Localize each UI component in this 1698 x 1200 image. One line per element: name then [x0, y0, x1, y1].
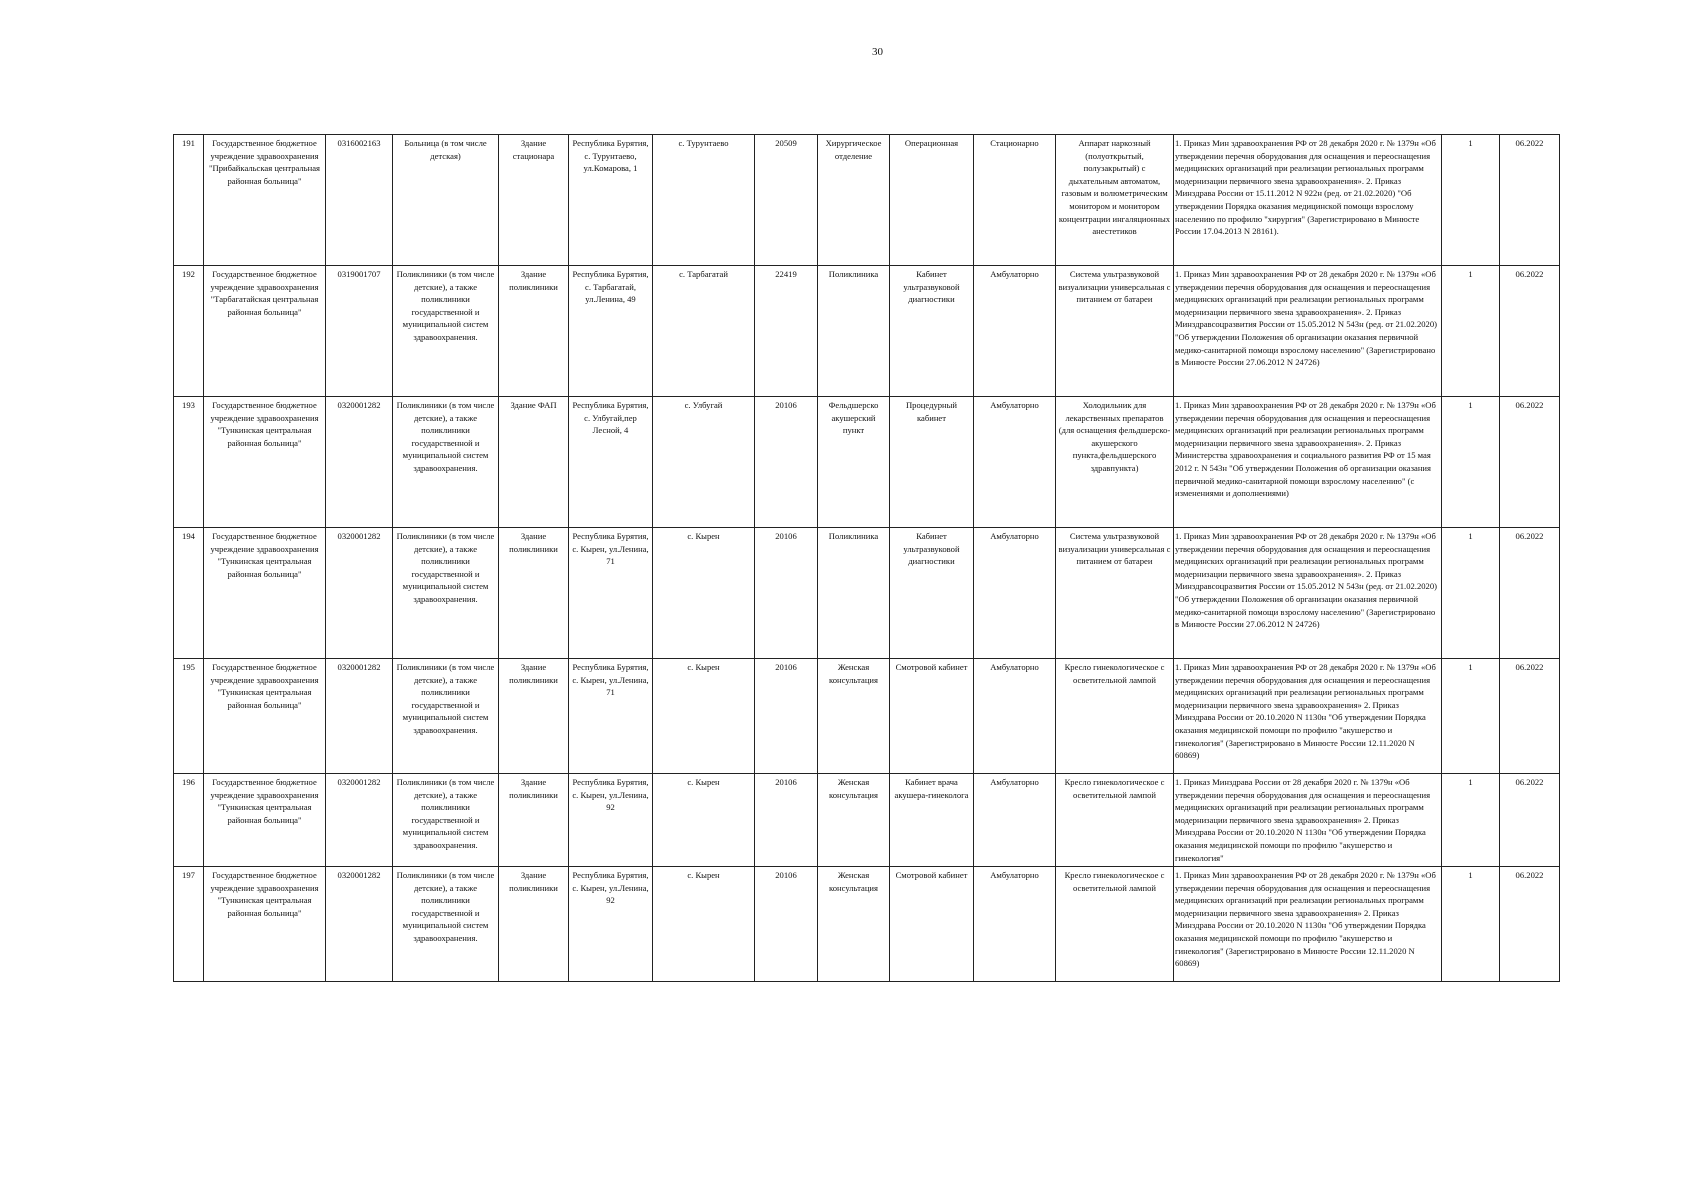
- cell-room: Смотровой кабинет: [890, 867, 974, 982]
- cell-quantity: 1: [1442, 867, 1500, 982]
- table-row: [174, 135, 1560, 266]
- cell-institution: Государственное бюджетное учреждение здравоохранения "Тункинская центральная районная больница": [204, 659, 326, 774]
- cell-address: Республика Бурятия, с. Кырен, ул.Ленина, 71: [569, 659, 653, 774]
- cell-documents: 1. Приказ Мин здравоохранения РФ от 28 декабря 2020 г. № 1379н «Об утверждении перечня оборудования для оснащения и переоснащения медицинских организаций при реализации региональных программ модернизации первичного звена здравоохранения». 2. Приказ Минздравсоцразвития России от 15.05.2012 N 543н (ред. от 21.02.2020) "Об утверждении Положения об организации оказания первичной медико-санитарной помощи взрослому населению" (Зарегистрировано в Минюсте России 27.06.2012 N 24726): [1174, 266, 1442, 397]
- cell-quantity: 1: [1442, 266, 1500, 397]
- page-number: 30: [872, 46, 883, 58]
- cell-documents: 1. Приказ Минздрава России от 28 декабря 2020 г. № 1379н «Об утверждении перечня оборудования для оснащения и переоснащения медицинских организаций при реализации региональных программ модернизации первичного звена здравоохранения» 2. Приказ Минздрава России от 20.10.2020 N 1130н "Об утверждении Порядка оказания медицинской помощи по профилю "акушерство и гинекология": [1174, 774, 1442, 867]
- cell-address: Республика Бурятия, с. Тарбагатай, ул.Ленина, 49: [569, 266, 653, 397]
- cell-equipment: Холодильник для лекарственных препаратов (для оснащения фельдшерско-акушерского пункта,фельдшерского здравпункта): [1056, 397, 1174, 528]
- cell-locality: с. Улбугай: [653, 397, 755, 528]
- cell-room: Кабинет врача акушера-гинеколога: [890, 774, 974, 867]
- cell-org-type: Поликлиники (в том числе детские), а также поликлиники государственной и муниципальной систем здравоохранения.: [393, 659, 499, 774]
- cell-equipment: Система ультразвуковой визуализации универсальная с питанием от батареи: [1056, 266, 1174, 397]
- table-row: [174, 528, 1560, 659]
- equipment-register-table: [173, 134, 1560, 982]
- cell-number: 194: [174, 528, 204, 659]
- cell-date: 06.2022: [1500, 397, 1560, 528]
- cell-care-form: Амбулаторно: [974, 774, 1056, 867]
- cell-code: 0320001282: [326, 774, 393, 867]
- cell-institution: Государственное бюджетное учреждение здравоохранения "Тарбагатайская центральная районная больница": [204, 266, 326, 397]
- cell-equipment: Кресло гинекологическое с осветительной лампой: [1056, 774, 1174, 867]
- cell-institution: Государственное бюджетное учреждение здравоохранения "Тункинская центральная районная больница": [204, 397, 326, 528]
- cell-care-form: Стационарно: [974, 135, 1056, 266]
- cell-department: Хирургическое отделение: [818, 135, 890, 266]
- cell-quantity: 1: [1442, 774, 1500, 867]
- cell-care-form: Амбулаторно: [974, 867, 1056, 982]
- cell-date: 06.2022: [1500, 266, 1560, 397]
- cell-date: 06.2022: [1500, 867, 1560, 982]
- cell-number: 192: [174, 266, 204, 397]
- cell-equipment: Аппарат наркозный (полуоткрытый, полузакрытый) с дыхательным автоматом, газовым и волюметрическим монитором и монитором концентрации ингаляционных анестетиков: [1056, 135, 1174, 266]
- cell-quantity: 1: [1442, 135, 1500, 266]
- cell-room: Смотровой кабинет: [890, 659, 974, 774]
- cell-quantity: 1: [1442, 528, 1500, 659]
- cell-code: 0320001282: [326, 659, 393, 774]
- cell-care-form: Амбулаторно: [974, 266, 1056, 397]
- cell-number: 197: [174, 867, 204, 982]
- cell-institution: Государственное бюджетное учреждение здравоохранения "Тункинская центральная районная больница": [204, 774, 326, 867]
- cell-org-type: Поликлиники (в том числе детские), а также поликлиники государственной и муниципальной систем здравоохранения.: [393, 528, 499, 659]
- cell-room: Операционная: [890, 135, 974, 266]
- cell-address: Республика Бурятия, с. Кырен, ул.Ленина, 92: [569, 867, 653, 982]
- cell-address: Республика Бурятия, с. Турунтаево, ул.Комарова, 1: [569, 135, 653, 266]
- cell-oktmo: 20106: [755, 528, 818, 659]
- cell-oktmo: 20106: [755, 774, 818, 867]
- cell-address: Республика Бурятия, с. Кырен, ул.Ленина, 71: [569, 528, 653, 659]
- cell-address: Республика Бурятия, с. Улбугай,пер Лесной, 4: [569, 397, 653, 528]
- cell-documents: 1. Приказ Мин здравоохранения РФ от 28 декабря 2020 г. № 1379н «Об утверждении перечня оборудования для оснащения и переоснащения медицинских организаций при реализации региональных программ модернизации первичного звена здравоохранения». 2. Приказ Министерства здравоохранения и социального развития РФ от 15 мая 2012 г. N 543н "Об утверждении Положения об организации оказания первичной медико-санитарной помощи взрослому населению" (с изменениями и дополнениями): [1174, 397, 1442, 528]
- cell-code: 0316002163: [326, 135, 393, 266]
- table-row: [174, 397, 1560, 528]
- cell-documents: 1. Приказ Мин здравоохранения РФ от 28 декабря 2020 г. № 1379н «Об утверждении перечня оборудования для оснащения и переоснащения медицинских организаций при реализации региональных программ модернизации первичного звена здравоохранения». 2. Приказ Минздрава России от 15.11.2012 N 922н (ред. от 21.02.2020) "Об утверждении Порядка оказания медицинской помощи взрослому населению по профилю "хирургия" (Зарегистрировано в Минюсте России 17.04.2013 N 28161).: [1174, 135, 1442, 266]
- cell-department: Женская консультация: [818, 774, 890, 867]
- cell-quantity: 1: [1442, 659, 1500, 774]
- cell-department: Женская консультация: [818, 867, 890, 982]
- cell-equipment: Кресло гинекологическое с осветительной лампой: [1056, 867, 1174, 982]
- cell-department: Поликлиника: [818, 528, 890, 659]
- cell-building: Здание ФАП: [499, 397, 569, 528]
- cell-room: Кабинет ультразвуковой диагностики: [890, 528, 974, 659]
- cell-care-form: Амбулаторно: [974, 528, 1056, 659]
- cell-care-form: Амбулаторно: [974, 397, 1056, 528]
- cell-locality: с. Кырен: [653, 867, 755, 982]
- cell-oktmo: 20106: [755, 867, 818, 982]
- cell-building: Здание поликлиники: [499, 528, 569, 659]
- cell-building: Здание поликлиники: [499, 266, 569, 397]
- cell-number: 193: [174, 397, 204, 528]
- cell-locality: с. Кырен: [653, 774, 755, 867]
- cell-org-type: Поликлиники (в том числе детские), а также поликлиники государственной и муниципальной систем здравоохранения.: [393, 266, 499, 397]
- cell-room: Процедурный кабинет: [890, 397, 974, 528]
- cell-org-type: Больница (в том числе детская): [393, 135, 499, 266]
- cell-institution: Государственное бюджетное учреждение здравоохранения "Тункинская центральная районная больница": [204, 867, 326, 982]
- cell-oktmo: 20509: [755, 135, 818, 266]
- cell-date: 06.2022: [1500, 135, 1560, 266]
- cell-org-type: Поликлиники (в том числе детские), а также поликлиники государственной и муниципальной систем здравоохранения.: [393, 867, 499, 982]
- table-row: [174, 266, 1560, 397]
- cell-address: Республика Бурятия, с. Кырен, ул.Ленина, 92: [569, 774, 653, 867]
- cell-documents: 1. Приказ Мин здравоохранения РФ от 28 декабря 2020 г. № 1379н «Об утверждении перечня оборудования для оснащения и переоснащения медицинских организаций при реализации региональных программ модернизации первичного звена здравоохранения». 2. Приказ Минздравсоцразвития России от 15.05.2012 N 543н (ред. от 21.02.2020) "Об утверждении Положения об организации оказания первичной медико-санитарной помощи взрослому населению" (Зарегистрировано в Минюсте России 27.06.2012 N 24726): [1174, 528, 1442, 659]
- cell-oktmo: 20106: [755, 397, 818, 528]
- cell-quantity: 1: [1442, 397, 1500, 528]
- cell-documents: 1. Приказ Мин здравоохранения РФ от 28 декабря 2020 г. № 1379н «Об утверждении перечня оборудования для оснащения и переоснащения медицинских организаций при реализации региональных программ модернизации первичного звена здравоохранения» 2. Приказ Минздрава России от 20.10.2020 N 1130н "Об утверждении Порядка оказания медицинской помощи по профилю "акушерство и гинекология" (Зарегистрировано в Минюсте России 12.11.2020 N 60869): [1174, 867, 1442, 982]
- cell-department: Поликлиника: [818, 266, 890, 397]
- cell-institution: Государственное бюджетное учреждение здравоохранения "Тункинская центральная районная больница": [204, 528, 326, 659]
- cell-equipment: Система ультразвуковой визуализации универсальная с питанием от батареи: [1056, 528, 1174, 659]
- cell-documents: 1. Приказ Мин здравоохранения РФ от 28 декабря 2020 г. № 1379н «Об утверждении перечня оборудования для оснащения и переоснащения медицинских организаций при реализации региональных программ модернизации первичного звена здравоохранения» 2. Приказ Минздрава России от 20.10.2020 N 1130н "Об утверждении Порядка оказания медицинской помощи по профилю "акушерство и гинекология" (Зарегистрировано в Минюсте России 12.11.2020 N 60869): [1174, 659, 1442, 774]
- cell-number: 196: [174, 774, 204, 867]
- cell-care-form: Амбулаторно: [974, 659, 1056, 774]
- cell-number: 195: [174, 659, 204, 774]
- cell-building: Здание поликлиники: [499, 774, 569, 867]
- cell-date: 06.2022: [1500, 659, 1560, 774]
- cell-code: 0320001282: [326, 397, 393, 528]
- table-row: [174, 774, 1560, 867]
- cell-locality: с. Тарбагатай: [653, 266, 755, 397]
- cell-building: Здание поликлиники: [499, 659, 569, 774]
- cell-locality: с. Кырен: [653, 659, 755, 774]
- cell-code: 0319001707: [326, 266, 393, 397]
- cell-building: Здание стационара: [499, 135, 569, 266]
- cell-org-type: Поликлиники (в том числе детские), а также поликлиники государственной и муниципальной систем здравоохранения.: [393, 774, 499, 867]
- cell-building: Здание поликлиники: [499, 867, 569, 982]
- cell-code: 0320001282: [326, 528, 393, 659]
- table-row: [174, 867, 1560, 982]
- cell-equipment: Кресло гинекологическое с осветительной лампой: [1056, 659, 1174, 774]
- cell-oktmo: 22419: [755, 266, 818, 397]
- cell-org-type: Поликлиники (в том числе детские), а также поликлиники государственной и муниципальной систем здравоохранения.: [393, 397, 499, 528]
- cell-institution: Государственное бюджетное учреждение здравоохранения "Прибайкальская центральная районная больница": [204, 135, 326, 266]
- cell-date: 06.2022: [1500, 528, 1560, 659]
- cell-room: Кабинет ультразвуковой диагностики: [890, 266, 974, 397]
- cell-locality: с. Турунтаево: [653, 135, 755, 266]
- cell-date: 06.2022: [1500, 774, 1560, 867]
- table-row: [174, 659, 1560, 774]
- cell-locality: с. Кырен: [653, 528, 755, 659]
- cell-number: 191: [174, 135, 204, 266]
- cell-department: Фельдшерско акушерский пункт: [818, 397, 890, 528]
- cell-oktmo: 20106: [755, 659, 818, 774]
- cell-code: 0320001282: [326, 867, 393, 982]
- cell-department: Женская консультация: [818, 659, 890, 774]
